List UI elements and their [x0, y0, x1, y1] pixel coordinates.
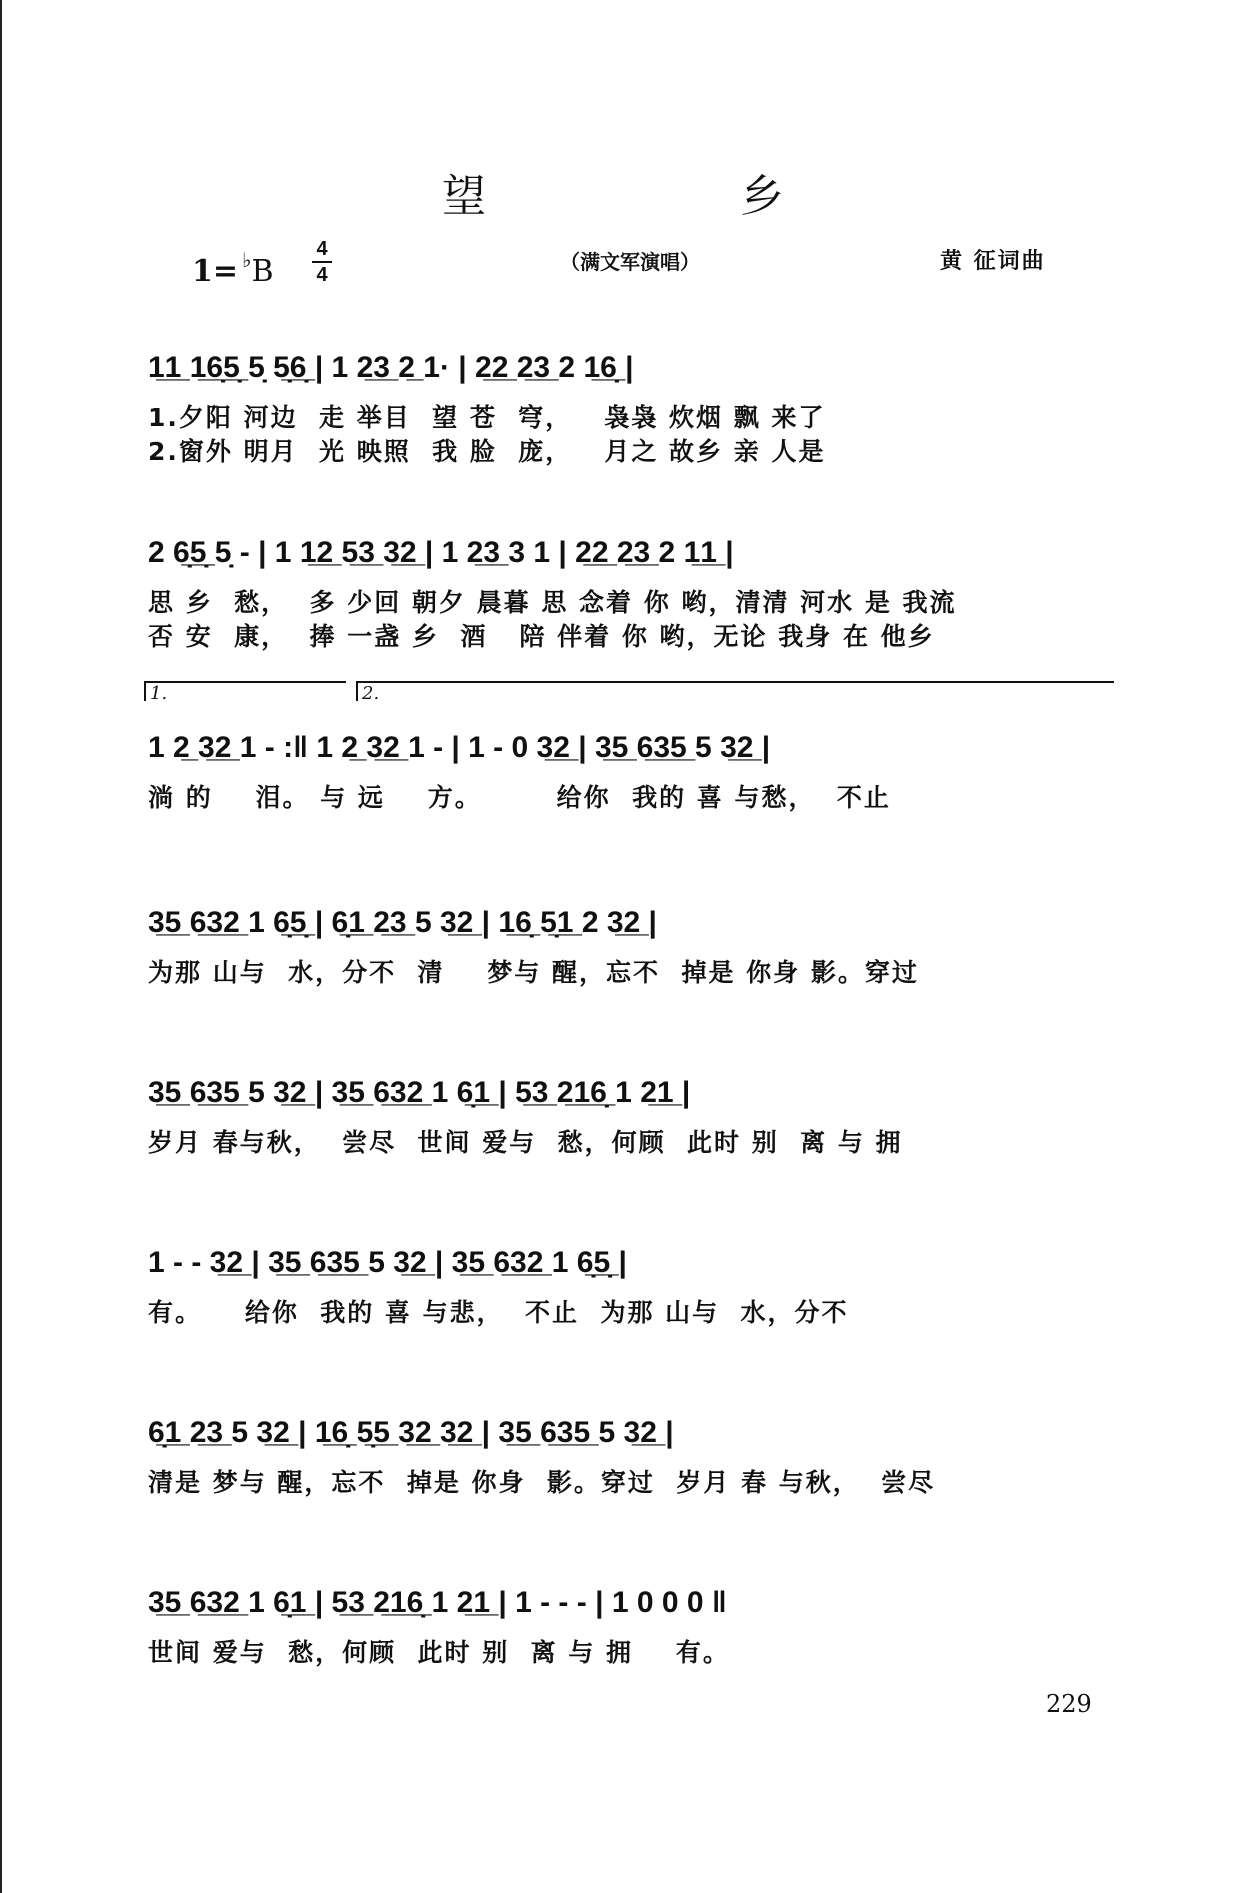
time-denominator: 4 — [316, 264, 328, 286]
lyrics-verse-1: 淌 的 泪。 与 远 方。 给你 我的 喜 与愁， 不止 — [148, 783, 891, 812]
lyrics-verse-1: 1.夕阳 河边 走 举目 望 苍 穹， 袅袅 炊烟 飘 来了 — [148, 403, 826, 432]
score-system-3 — [148, 683, 1108, 815]
score-header — [0, 232, 1246, 292]
lyrics-verse-1: 有。 给你 我的 喜 与悲， 不止 为那 山与 水，分不 — [148, 1298, 849, 1327]
notation-line: 1̲1̲ 1̲6̣̲5̣̲ 5̣ 5̣̲6̣̲ | 1 2̲3̲ 2̲ 1· | 2̲2̲ 2̲3̲ 2 1̲6̣̲ | — [148, 351, 634, 384]
lyrics-verse-1: 岁月 春与秋， 尝尽 世间 爱与 愁，何顾 此时 别 离 与 拥 — [148, 1128, 903, 1157]
page-number: 229 — [1046, 1690, 1092, 1718]
lyrics-verse-1: 世间 爱与 愁，何顾 此时 别 离 与 拥 有。 — [148, 1638, 730, 1667]
key-note: B — [251, 254, 274, 289]
score-system-1 — [148, 335, 1108, 469]
notation-line: 3̲5̲ 6̲3̲5̲ 5 3̲2̲ | 3̲5̲ 6̲3̲2̲ 1 6̣̲1̲ | 5̲3̲ 2̲1̲6̣̲ 1 2̲1̲ | — [148, 1076, 691, 1109]
flat-icon: ♭ — [242, 248, 252, 272]
notation-line: 2 6̣̲5̣̲ 5̣ - | 1 1̲2̲ 5̲3̲ 3̲2̲ | 1 2̲3̲ 3 1 | 2̲2̲ 2̲3̲ 2 1̲1̲ | — [148, 536, 734, 569]
notation-line: 1 - - 3̲2̲ | 3̲5̲ 6̲3̲5̲ 5 3̲2̲ | 3̲5̲ 6̲3̲2̲ 1 6̣̲5̣̲ | — [148, 1246, 627, 1279]
lyrics-verse-2: 2.窗外 明月 光 映照 我 脸 庞， 月之 故乡 亲 人是 — [148, 437, 826, 466]
notation-line: 1 2̲ 3̲2̲ 1 - :‖ 1 2̲ 3̲2̲ 1 - | 1 - 0 3̲2̲ | 3̲5̲ 6̲3̲5̲ 5 3̲2̲ | — [148, 731, 771, 764]
time-signature — [312, 238, 332, 286]
time-numerator: 4 — [316, 238, 328, 260]
score-system-2 — [148, 520, 1108, 654]
lyrics-verse-1: 思 乡 愁， 多 少回 朝夕 晨暮 思 念着 你 哟，清清 河水 是 我流 — [148, 588, 957, 617]
first-ending-bracket: 1. — [144, 681, 346, 701]
song-title: 望 乡 — [442, 171, 904, 222]
score-system-6 — [148, 1230, 1108, 1330]
score-system-4 — [148, 890, 1108, 990]
score-system-8 — [148, 1570, 1108, 1670]
notation-line: 3̲5̲ 6̲3̲2̲ 1 6̣̲1̲ | 5̲3̲ 2̲1̲6̣̲ 1 2̲1̲ | 1 - - - | 1 0 0 0 ‖ — [148, 1586, 727, 1619]
lyrics-verse-1: 清是 梦与 醒，忘不 掉是 你身 影。穿过 岁月 春 与秋， 尝尽 — [148, 1468, 936, 1497]
notation-line: 6̣̲1̲ 2̲3̲ 5 3̲2̲ | 1̲6̣̲ 5̣̲5̲ 3̲2̲ 3̲2̲ | 3̲5̲ 6̲3̲5̲ 5 3̲2̲ | — [148, 1416, 674, 1449]
composer-credit: 黄 征词曲 — [940, 249, 1046, 274]
performer-credit: （满文军演唱） — [560, 250, 700, 274]
score-system-7 — [148, 1400, 1108, 1500]
second-ending-bracket: 2. — [356, 681, 1114, 701]
key-tonic-label: 1= — [192, 254, 239, 289]
lyrics-verse-1: 为那 山与 水，分不 清 梦与 醒，忘不 掉是 你身 影。穿过 — [148, 958, 919, 987]
time-divider — [312, 261, 332, 263]
score-system-5 — [148, 1060, 1108, 1160]
lyrics-verse-2: 否 安 康， 捧 一盏 乡 酒 陪 伴着 你 哟，无论 我身 在 他乡 — [148, 622, 935, 651]
notation-line: 3̲5̲ 6̲3̲2̲ 1 6̣̲5̣̲ | 6̣̲1̲ 2̲3̲ 5 3̲2̲ | 1̲6̣̲ 5̣̲1̲ 2 3̲2̲ | — [148, 906, 657, 939]
key-signature — [192, 248, 274, 289]
